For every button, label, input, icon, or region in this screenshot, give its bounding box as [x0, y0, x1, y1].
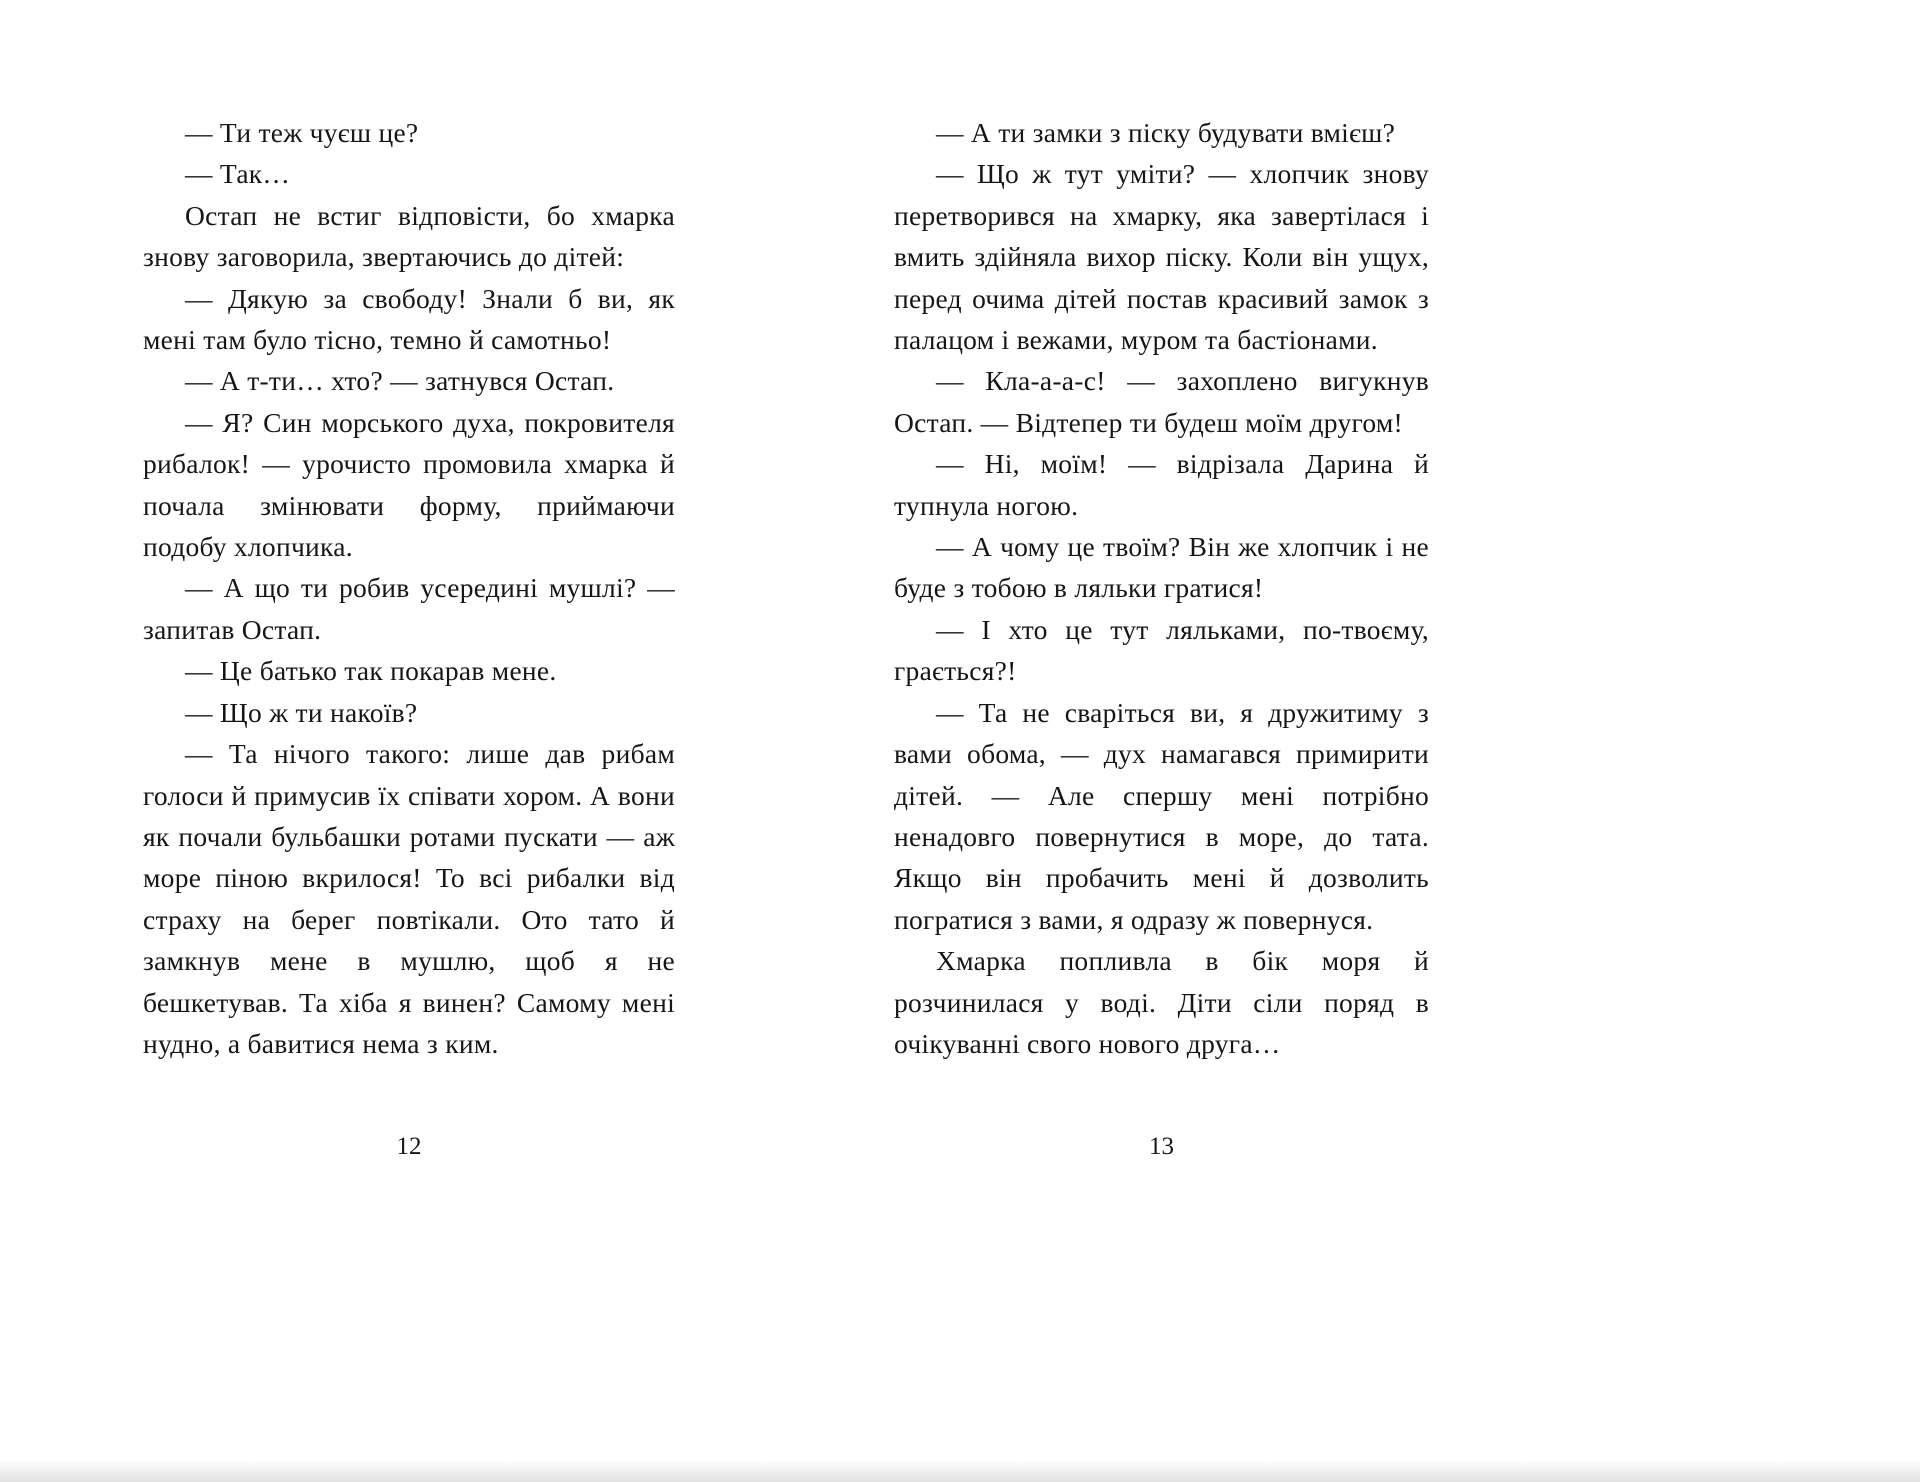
paragraph: — Ні, моїм! — відрізала Дарина й тупнула ногою. [894, 448, 1429, 521]
paragraph: Остап не встиг відповісти, бо хмарка знову заговорила, звертаючись до дітей: [143, 199, 675, 273]
page-number-right: 13 [1149, 1133, 1174, 1160]
left-page-text-column [143, 112, 675, 1064]
paragraph: — Ти теж чуєш це? [185, 117, 419, 148]
paragraph: Хмарка попливла в бік моря й розчинилася у воді. Діти сіли поряд в очікуванні свого нового друга… [894, 945, 1429, 1059]
right-page-text-column [894, 112, 1429, 1064]
paragraph: — І хто це тут ляльками, по-твоєму, грається?! [894, 613, 1429, 687]
paragraph: — Що ж ти накоїв? [185, 696, 418, 728]
paragraph: — Я? Син морського духа, покровителя рибалок! — урочисто промовила хмарка й почала змінювати форму, приймаючи подобу хлопчика. [143, 406, 675, 563]
page-number-left: 12 [396, 1133, 422, 1160]
paragraph: — А чому це твоїм? Він же хлопчик і не буде з тобою в ляльки гратися! [894, 531, 1429, 604]
paragraph: — Та нічого такого: лише дав рибам голоси й примусив їх співати хором. А вони як почали бульбашки ротами пускати — аж море піною вкрилося! То всі рибалки від страху на берег повтікали. Ото тато й замкнув мене в мушлю, щоб я не бешкетував. Та хіба я винен? Самому мені нудно, а бавитися нема з ким. [143, 738, 675, 1059]
paragraph: — Так… [185, 158, 291, 190]
paragraph: — Це батько так покарав мене. [185, 655, 557, 687]
paragraph: — А що ти робив усередині мушлі? — запитав Остап. [143, 572, 675, 645]
page-left [0, 0, 810, 1482]
scan-bottom-edge [0, 1460, 1920, 1482]
paragraph: — Та не сваріться ви, я дружитиму з вами обома, — дух намагався примирити дітей. — Але спершу мені потрібно ненадовго повернутися в море, до тата. Якщо він пробачить мені й дозволить погратися з вами, я одразу ж повернуся. [894, 696, 1429, 935]
paragraph: — А т-ти… хто? — затнувся Остап. [185, 365, 615, 397]
paragraph: — Дякую за свободу! Знали б ви, як мені там було тісно, темно й самотньо! [143, 282, 675, 356]
paragraph: — Що ж тут уміти? — хлопчик знову перетворився на хмарку, яка завертілася і вмить здійняла вихор піску. Коли він ущух, перед очима дітей постав красивий замок з палацом і вежами, муром та бастіонами. [894, 158, 1429, 356]
paragraph: — А ти замки з піску будувати вмієш? [936, 117, 1396, 148]
paragraph: — Кла-а-а-с! — захоплено вигукнув Остап. — Відтепер ти будеш моїм другом! [894, 365, 1429, 438]
page-right [810, 0, 1920, 1482]
